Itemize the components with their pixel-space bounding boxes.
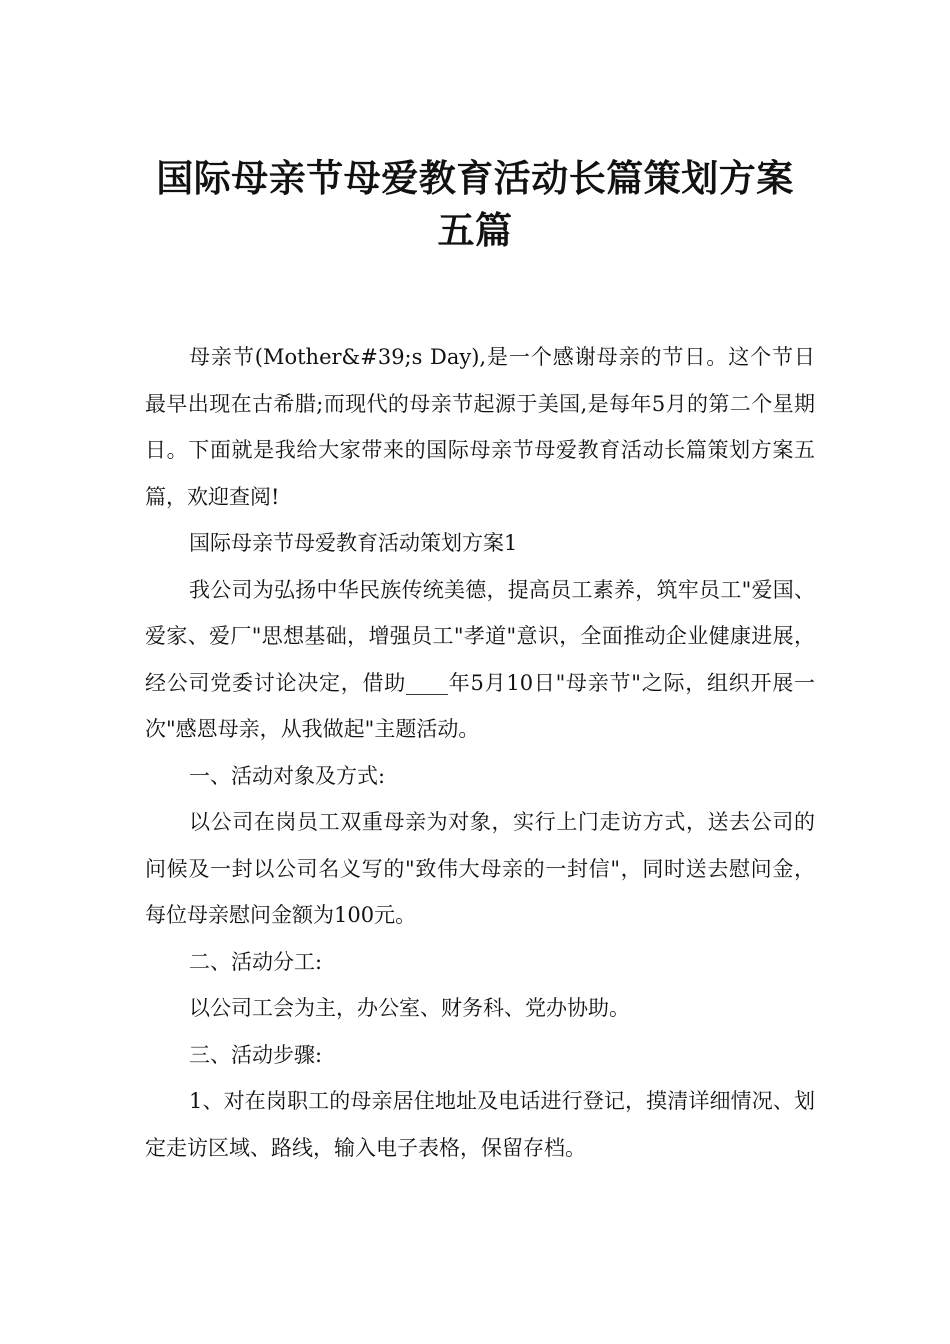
document-title bbox=[100, 153, 850, 257]
section-heading-plan-1: 国际母亲节母爱教育活动策划方案1 bbox=[189, 531, 518, 555]
paragraph-step-1: 1、对在岗职工的母亲居住地址及电话进行登记，摸清详细情况、划定走访区域、路线，输入电子表格，保留存档。 bbox=[145, 1089, 815, 1160]
heading-division-of-work: 二、活动分工: bbox=[189, 949, 323, 974]
heading-activity-target: 一、活动对象及方式: bbox=[189, 763, 386, 788]
heading-activity-steps: 三、活动步骤: bbox=[189, 1042, 323, 1067]
title-line-1: 国际母亲节母爱教育活动长篇策划方案 bbox=[156, 156, 794, 200]
paragraph-intro: 母亲节(Mother&#39;s Day),是一个感谢母亲的节日。这个节日最早出现在古希腊;而现代的母亲节起源于美国,是每年5月的第二个星期日。下面就是我给大家带来的国际母亲节母爱教育活动长篇策划方案五篇，欢迎查阅! bbox=[145, 345, 815, 509]
paragraph-purpose: 我公司为弘扬中华民族传统美德，提高员工素养，筑牢员工"爱国、爱家、爱厂"思想基础，增强员工"孝道"意识，全面推动企业健康进展，经公司党委讨论决定，借助____年5月10日"母亲节"之际，组织开展一次"感恩母亲，从我做起"主题活动。 bbox=[145, 577, 815, 741]
paragraph-division-of-work: 以公司工会为主，办公室、财务科、党办协助。 bbox=[189, 996, 630, 1020]
paragraph-activity-target: 以公司在岗员工双重母亲为对象，实行上门走访方式，送去公司的问候及一封以公司名义写的"致伟大母亲的一封信"，同时送去慰问金，每位母亲慰问金额为100元。 bbox=[145, 810, 815, 927]
title-line-2: 五篇 bbox=[437, 208, 513, 252]
document-body bbox=[145, 334, 815, 1171]
